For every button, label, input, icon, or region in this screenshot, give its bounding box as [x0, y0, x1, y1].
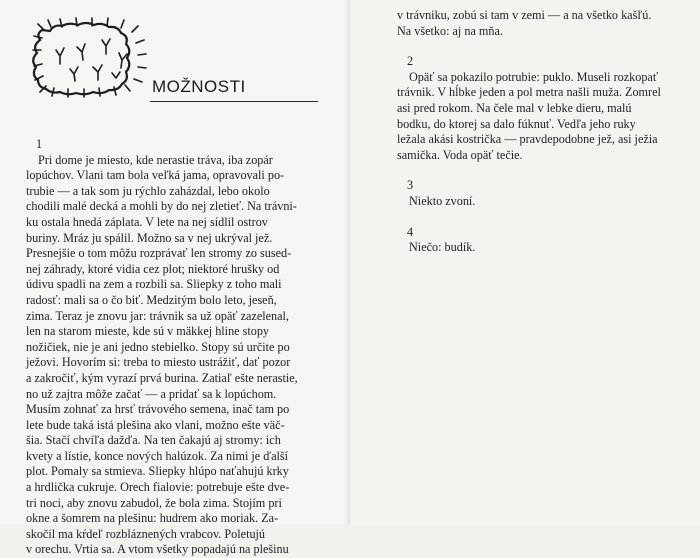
text-line: Niekto zvoní. [409, 193, 476, 208]
text-line: v orechu. Vrtia sa. A vtom všetky popadajú na plešinu [26, 542, 289, 557]
text-line: Musím zohnať za hrsť trávového semena, inač tam po [26, 402, 290, 417]
text-line: ježovi. Hovorím si: treba to miesto ustrážiť, dať pozor [26, 355, 291, 370]
title-divider [150, 101, 318, 102]
text-line: plot. Pomaly sa stmieva. Sliepky hlúpo naťahujú krky [26, 464, 289, 479]
text-line: kvety a lístie, konce nových halúzok. Za nimi je ďalší [26, 448, 289, 463]
text-line: Na všetko: aj na mňa. [397, 23, 503, 38]
section-number-2: 2 [407, 54, 414, 69]
left-page [0, 0, 350, 557]
text-line: okne a šomrem na plešinu: hudrem ako moriak. Za- [26, 511, 279, 526]
text-line: Opäť sa pokazilo potrubie: puklo. Museli rozkopať [409, 69, 659, 84]
text-line: chodili malé decká a mohli by do nej zletieť. Na trávni- [26, 199, 297, 214]
section-number-4: 4 [407, 224, 414, 239]
text-line: samička. Voda opäť tečie. [397, 147, 523, 162]
text-line: lete bude taká istá plešina ako vlani, možno ešte väč- [26, 417, 285, 432]
text-line: skočil ma kŕdeľ rozbláznených vrabcov. Poletujú [26, 526, 266, 541]
text-line: bodku, do ktorej sa dalo fúknuť. Vedľa jeho ruky [397, 116, 636, 131]
text-line: Niečo: budík. [409, 240, 476, 255]
chapter-vignette-icon [30, 16, 150, 98]
left-page-text [26, 137, 322, 558]
text-line: buriny. Mráz ju spálil. Možno sa v nej ukrýval jež. [26, 230, 273, 245]
text-line: Presnejšie o tom môžu rozprávať len stromy zo sused- [26, 246, 292, 261]
text-line: v trávniku, zobú si tam v zemi — a na všetko kašľú. [397, 8, 652, 22]
text-line: no už zajtra môže začať — a pridať sa k lopúchom. [26, 386, 277, 401]
text-line: lopúchov. Vlani tam bola veľká jama, opravovali po- [26, 168, 285, 183]
right-page-text [397, 8, 693, 256]
text-line: a hrdlička cukruje. Orech fialovie: potrebuje ešte dve- [26, 480, 290, 495]
text-line: nej záhrady, ktoré vidia cez plot; niektoré hrušky od [26, 261, 280, 276]
text-line: nožičiek, nie je ani jedno stebielko. Stopy sú určite po [26, 339, 290, 354]
text-line: údivu spadli na zem a rozbili sa. Sliepky z toho mali [26, 277, 282, 292]
text-line: zima. Teraz je znovu jar: trávnik sa už opäť zazelenal, [26, 308, 289, 323]
text-line: a zakročiť, kým vyrazí prvá burina. Zatiaľ ešte nerastie, [26, 370, 298, 385]
text-line: ku ostala hnedá záplata. V lete na nej sídlil ostrov [26, 214, 268, 229]
section-number-1: 1 [36, 137, 43, 151]
text-line: ležala akási kostrička — pravdepodobne jež, asi ježia [397, 132, 658, 147]
text-line: radosť: mali sa o čo biť. Medzitým bolo leto, jeseň, [26, 292, 277, 307]
section-number-3: 3 [407, 178, 414, 193]
text-line: tri noci, aby znovu zabudol, že bola zima. Stojím pri [26, 495, 282, 510]
chapter-title: MOŽNOSTI [152, 77, 246, 96]
text-line: šia. Stačí chvíľa dažďa. Na ten čakajú aj stromy: ich [26, 433, 281, 448]
text-line: asi pred rokom. Na čele mal v lebke dieru, malú [397, 100, 632, 115]
text-line: trávnik. V hĺbke jeden a pol metra našli muža. Zomrel [397, 85, 661, 100]
text-line: len na starom mieste, kde sú v mäkkej hline stopy [26, 324, 270, 339]
text-line: Pri dome je miesto, kde nerastie tráva, iba zopár [38, 152, 273, 167]
text-line: trubie — a tak som ju rýchlo zaházdal, lebo okolo [26, 183, 270, 198]
